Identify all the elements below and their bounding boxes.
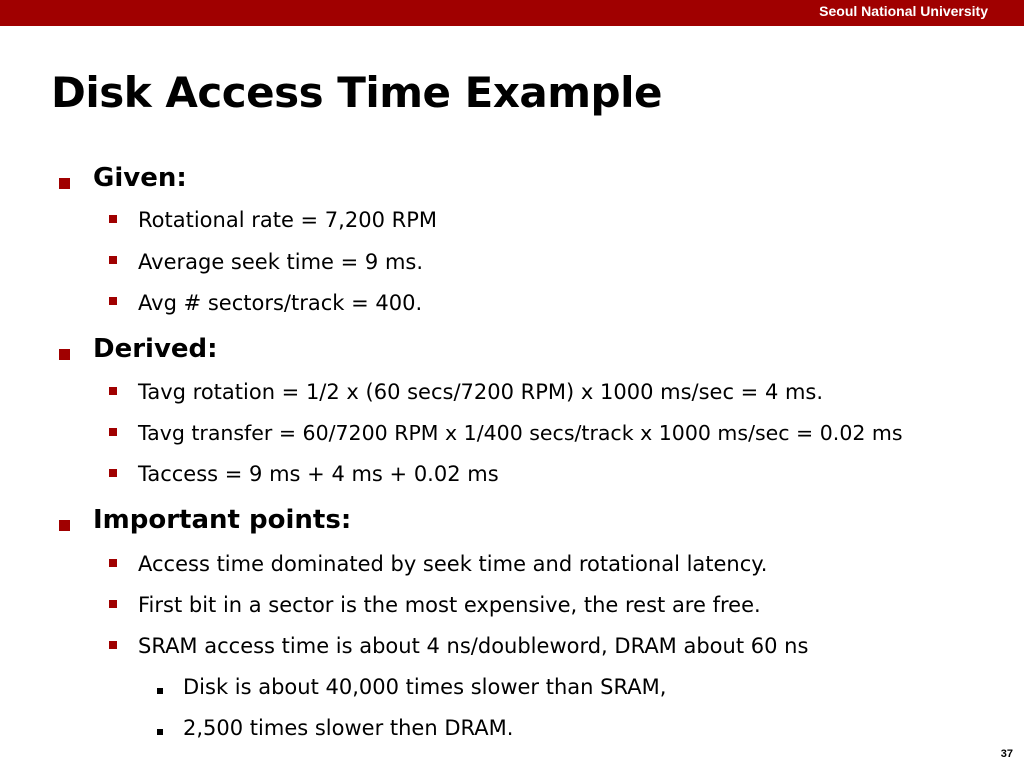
list-item: Tavg rotation = 1/2 x (60 secs/7200 RPM) x 1000 ms/sec = 4 ms.: [138, 380, 824, 404]
bullet-square-icon: [157, 729, 163, 735]
list-item: Average seek time = 9 ms.: [138, 250, 424, 274]
header-bar: [0, 0, 1024, 26]
bullet-square-icon: [109, 559, 117, 567]
bullet-square-icon: [109, 641, 117, 649]
list-item: Tavg transfer = 60/7200 RPM x 1/400 secs/track x 1000 ms/sec = 0.02 ms: [138, 421, 903, 445]
sub-list-item: 2,500 times slower then DRAM.: [183, 716, 514, 740]
bullet-square-icon: [109, 256, 117, 264]
list-item: Rotational rate = 7,200 RPM: [138, 208, 437, 232]
list-item: SRAM access time is about 4 ns/doubleword, DRAM about 60 ns: [138, 634, 809, 658]
list-item: Access time dominated by seek time and rotational latency.: [138, 552, 768, 576]
bullet-square-icon: [109, 387, 117, 395]
section-heading-given: Given:: [93, 163, 187, 193]
bullet-square-icon: [59, 349, 70, 360]
university-name: Seoul National University: [819, 3, 988, 19]
page-number: 37: [1000, 748, 1013, 760]
bullet-square-icon: [109, 215, 117, 223]
slide-title: Disk Access Time Example: [51, 68, 662, 117]
list-item: Taccess = 9 ms + 4 ms + 0.02 ms: [138, 462, 499, 486]
section-heading-important-points: Important points:: [93, 505, 352, 535]
bullet-square-icon: [109, 297, 117, 305]
list-item: Avg # sectors/track = 400.: [138, 291, 423, 315]
bullet-square-icon: [109, 428, 117, 436]
bullet-square-icon: [157, 688, 163, 694]
list-item: First bit in a sector is the most expensive, the rest are free.: [138, 593, 761, 617]
bullet-square-icon: [59, 178, 70, 189]
sub-list-item: Disk is about 40,000 times slower than SRAM,: [183, 675, 667, 699]
section-heading-derived: Derived:: [93, 334, 218, 364]
bullet-square-icon: [109, 600, 117, 608]
bullet-square-icon: [59, 520, 70, 531]
bullet-square-icon: [109, 469, 117, 477]
